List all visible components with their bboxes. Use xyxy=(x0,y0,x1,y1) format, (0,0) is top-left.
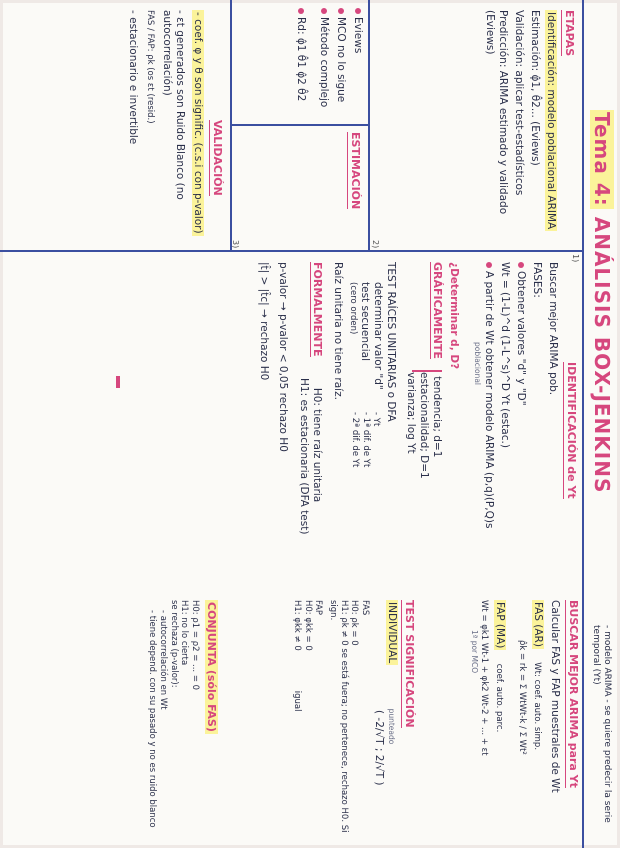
test-significacion-section xyxy=(292,600,416,840)
individual-row xyxy=(385,600,398,840)
test-raices: TEST RAÍCES UNITARIAS o DFA xyxy=(385,262,398,422)
identificacion-line-3: Obtener valores "d" y "D" xyxy=(514,262,527,602)
test-line-4: - Yt xyxy=(371,412,382,427)
range-formula: ( -2/√T ; 2/√T ) xyxy=(373,710,386,786)
formalmente-marker xyxy=(116,376,120,388)
title-main: ANÁLISIS BOX-JENKINS xyxy=(590,216,614,494)
graficamente-label: GRÁFICAMENTE xyxy=(430,262,444,359)
title-prefix: Tema 4: xyxy=(590,112,614,207)
graficamente-line-1: tendencia; d=1 xyxy=(430,376,443,458)
fas-h-2: H0: ρk = 0 xyxy=(349,600,360,646)
formal-line-2: H1: es estacionaria (DFA test) xyxy=(298,378,311,535)
fap-label: FAP (MA) xyxy=(494,602,507,649)
formalmente-label: FORMALMENTE xyxy=(311,262,325,357)
validacion-section xyxy=(126,10,224,242)
individual-label: INDIVIDUAL xyxy=(386,602,399,664)
fap-note: coef. auto. parc. xyxy=(494,663,505,733)
graficamente-line-3: varianza; log Yt xyxy=(404,372,417,454)
etapas-line-1: Identificación: modelo poblacional ARIMA xyxy=(545,12,558,230)
validacion-heading: VALIDACIÓN xyxy=(211,120,224,196)
buscar-line-1: Calcular FAS y FAP muestrales de Wt xyxy=(549,600,562,793)
punteado-note: punteado xyxy=(387,708,397,745)
stat-line: |t̂| > |t̂c| → rechazo H0 xyxy=(258,262,271,381)
fap-h-2: H0: φkk = 0 xyxy=(302,600,313,651)
column-divider xyxy=(0,250,584,252)
title-divider xyxy=(583,0,585,848)
test-line-6: - 2ª dif. de Yt xyxy=(350,412,361,468)
validacion-number: 3) xyxy=(231,240,240,249)
conjunta-line-5: - tiene depend. con su pasado y no es ruido blanco xyxy=(147,610,158,828)
fas-h-3: H1: ρk ≠ 0 se está fuera; no pertenece, rechazo H0. Si sign. xyxy=(328,600,349,833)
fas-note: Wt: coef. auto. simp. xyxy=(532,662,543,751)
estimacion-item-4: Rd: φ̂1 θ̂1 φ̂2 θ̂2 xyxy=(294,8,307,120)
fap-h-1: FAP xyxy=(313,600,324,616)
estimacion-number: 2) xyxy=(371,240,380,249)
buscar-heading: BUSCAR MEJOR ARIMA para Yt xyxy=(567,600,580,788)
graficamente-line-2: estacionalidad; D=1 xyxy=(417,372,430,479)
conjunta-section xyxy=(147,600,218,840)
validacion-line-1: - coef. φ y θ son signific. (c.s.i con p-valor) xyxy=(192,12,205,234)
etapas-section xyxy=(483,10,576,242)
title-note: - modelo ARIMA - se quiere predecir la serie temporal (Yt) xyxy=(590,625,612,823)
etapas-heading: ETAPAS xyxy=(563,10,576,57)
graficamente-brace xyxy=(412,370,442,372)
graficamente-row xyxy=(430,262,444,602)
raiz-unitaria: Raíz unitaria no tiene raíz. xyxy=(331,262,344,400)
test-line-5: - 1ª dif. de Yt xyxy=(360,412,371,468)
etapas-line-2: Estimación: φ̂1, θ̂2... (Eviews) xyxy=(529,10,542,166)
fap-formula: Wt = φk1 Wt-1 + φk2 Wt-2 + ... + εt xyxy=(479,600,490,756)
estimacion-item-1: Eviews xyxy=(351,8,364,120)
etapas-line-3: Validación: aplicar test-estadísticos xyxy=(513,10,525,196)
estimacion-item-2: MCO no lo sigue xyxy=(334,8,347,120)
identificacion-heading: IDENTIFICACIÓN de Yt xyxy=(565,362,578,499)
estimacion-item-3: Método complejo xyxy=(317,8,330,120)
validacion-line-3: FAS / FAP: ρk (os εt (resid.) xyxy=(144,10,155,124)
conjunta-heading: CONJUNTA (sólo FAS) xyxy=(205,602,218,732)
pvalor-line: p-valor → p-valor < 0,05 rechazo H0 xyxy=(277,262,290,452)
conjunta-line-1: H0: ρ1 = ρ2 = ... = 0 xyxy=(189,600,200,691)
formalmente-row xyxy=(310,262,324,602)
identificacion-line-5: A partir de Wt obtener modelo ARIMA (p,q)(P,Q)s xyxy=(482,262,495,602)
test-line-3: (cero orden) xyxy=(348,282,359,335)
fas-row xyxy=(531,600,544,840)
determinar-section xyxy=(257,262,460,602)
buscar-section xyxy=(469,600,580,840)
identificacion-section xyxy=(472,262,578,602)
estimacion-heading: ESTIMACIÓN xyxy=(349,132,362,210)
identificacion-tag: poblacional xyxy=(472,342,482,386)
fap-h-3: H1: φkk ≠ 0igual xyxy=(292,600,303,712)
identificacion-line-2: FASES: xyxy=(531,262,544,298)
test-sig-heading: TEST SIGNIFICACIÓN xyxy=(403,600,416,728)
validacion-line-2: - εt generados son Ruido Blanco (no autocorrelación) xyxy=(161,10,187,200)
estimacion-items xyxy=(294,8,365,120)
estimacion-section xyxy=(347,132,362,244)
fas-h-1: FAS xyxy=(360,600,370,616)
fap-tag: 1ª por MCO xyxy=(469,630,479,674)
estimacion-column-divider xyxy=(232,124,370,126)
test-line-1: determinar valor "d" xyxy=(372,282,385,390)
fap-row xyxy=(493,600,506,840)
conjunta-line-4: - autocorrelación en Wt xyxy=(158,610,168,710)
conjunta-line-3: se rechaza (p-valor): xyxy=(168,600,179,688)
fas-formula: ρ̂k = rk = Σ WtWt-k / Σ Wt² xyxy=(517,640,527,755)
identificacion-number: 1) xyxy=(571,254,580,263)
identificacion-line-4: Wt = (1-L)^d (1-L^s)^D Yt (estac.) xyxy=(498,262,511,448)
conjunta-line-2: H1: no lo cierta xyxy=(179,600,190,666)
validacion-line-4: - estacionario e invertible xyxy=(127,10,140,145)
fas-label: FAS (AR) xyxy=(532,602,545,647)
formal-line-1: H0: tiene raíz unitaria xyxy=(311,387,324,503)
page-title xyxy=(589,110,614,493)
test-line-2: test secuencial xyxy=(359,282,372,362)
identificacion-line-1: Buscar mejor ARIMA pob. xyxy=(547,262,560,396)
determinar-heading: ¿Determinar d, D? xyxy=(448,262,460,370)
etapas-line-4: Predicción: ARIMA estimado y validado (Eviews) xyxy=(483,10,509,215)
